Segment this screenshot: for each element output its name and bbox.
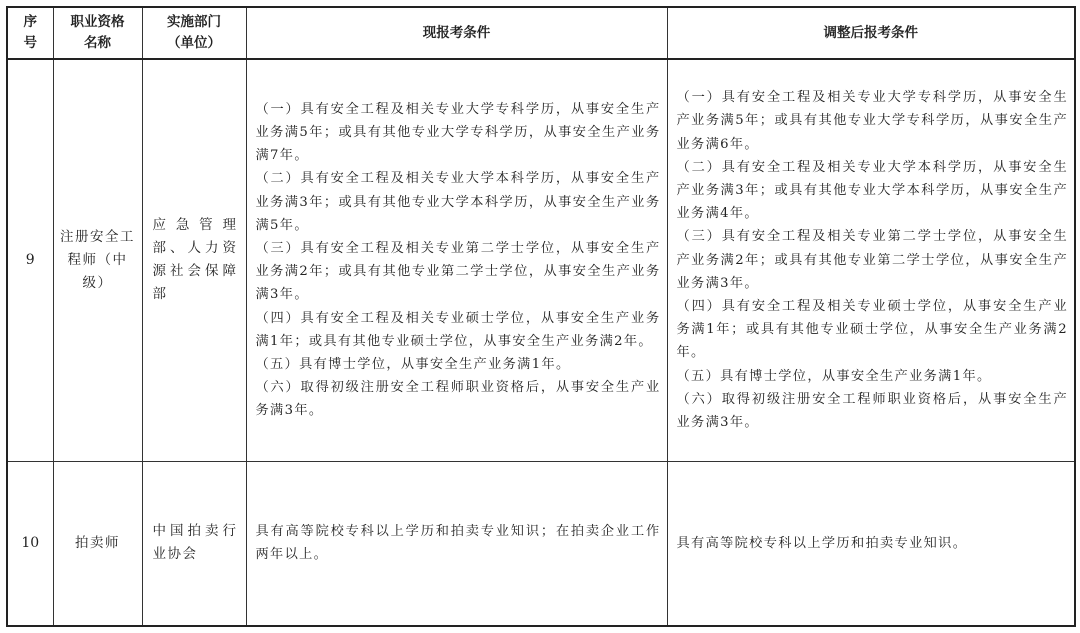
condition-item: （三）具有安全工程及相关专业第二学士学位，从事安全生产业务满2年；或具有其他专业第二学士学位，从事安全生产业务满3年。 — [255, 241, 661, 303]
condition-item: （一）具有安全工程及相关专业大学专科学历，从事安全生产业务满5年；或具有其他专业大学专科学历，从事安全生产业务满7年。 — [255, 101, 661, 164]
row-seq: 9 — [7, 59, 53, 461]
row-qualification-name: 注册安全工程师（中级） — [53, 59, 142, 461]
table-row — [7, 461, 1075, 626]
condition-item: （四）具有安全工程及相关专业硕士学位，从事安全生产业务满1年；或具有其他专业硕士学位，从事安全生产业务满2年。 — [255, 310, 661, 349]
condition-item: （二）具有安全工程及相关专业大学本科学历，从事安全生产业务满3年；或具有其他专业大学本科学历，从事安全生产业务满5年。 — [255, 171, 661, 233]
header-qualification-name: 职业资格名称 — [53, 7, 142, 59]
row-department: 中国拍卖行业协会 — [142, 461, 246, 626]
condition-item: （六）取得初级注册安全工程师职业资格后，从事安全生产业务满3年。 — [676, 391, 1068, 431]
header-row — [7, 7, 1075, 59]
header-department: 实施部门（单位） — [142, 7, 246, 59]
header-seq: 序号 — [7, 7, 53, 59]
row-seq: 10 — [7, 461, 53, 626]
row-qualification-name: 拍卖师 — [53, 461, 142, 626]
condition-item: （二）具有安全工程及相关专业大学本科学历，从事安全生产业务满3年；或具有其他专业大学本科学历，从事安全生产业务满4年。 — [676, 159, 1068, 222]
row-current-conditions — [246, 59, 667, 461]
condition-item: 具有高等院校专科以上学历和拍卖专业知识。 — [676, 535, 968, 551]
row-adjusted-conditions — [667, 59, 1075, 461]
row-current-conditions — [246, 461, 667, 626]
header-adjusted-conditions: 调整后报考条件 — [667, 7, 1075, 59]
condition-item: （四）具有安全工程及相关专业硕士学位，从事安全生产业务满1年；或具有其他专业硕士学位，从事安全生产业务满2年。 — [676, 299, 1068, 361]
qualification-table — [6, 6, 1076, 627]
condition-item: （一）具有安全工程及相关专业大学专科学历，从事安全生产业务满5年；或具有其他专业大学专科学历，从事安全生产业务满6年。 — [676, 90, 1068, 152]
table-row — [7, 59, 1075, 461]
condition-item: （五）具有博士学位，从事安全生产业务满1年。 — [255, 357, 571, 373]
condition-item: （三）具有安全工程及相关专业第二学士学位，从事安全生产业务满2年；或具有其他专业第二学士学位，从事安全生产业务满3年。 — [676, 229, 1068, 291]
row-adjusted-conditions — [667, 461, 1075, 626]
condition-item: （六）取得初级注册安全工程师职业资格后，从事安全生产业务满3年。 — [255, 380, 661, 419]
condition-item: （五）具有博士学位，从事安全生产业务满1年。 — [676, 368, 992, 384]
row-department: 应急管理部、人力资源社会保障部 — [142, 59, 246, 461]
header-current-conditions: 现报考条件 — [246, 7, 667, 59]
condition-item: 具有高等院校专科以上学历和拍卖专业知识；在拍卖企业工作两年以上。 — [255, 524, 661, 563]
